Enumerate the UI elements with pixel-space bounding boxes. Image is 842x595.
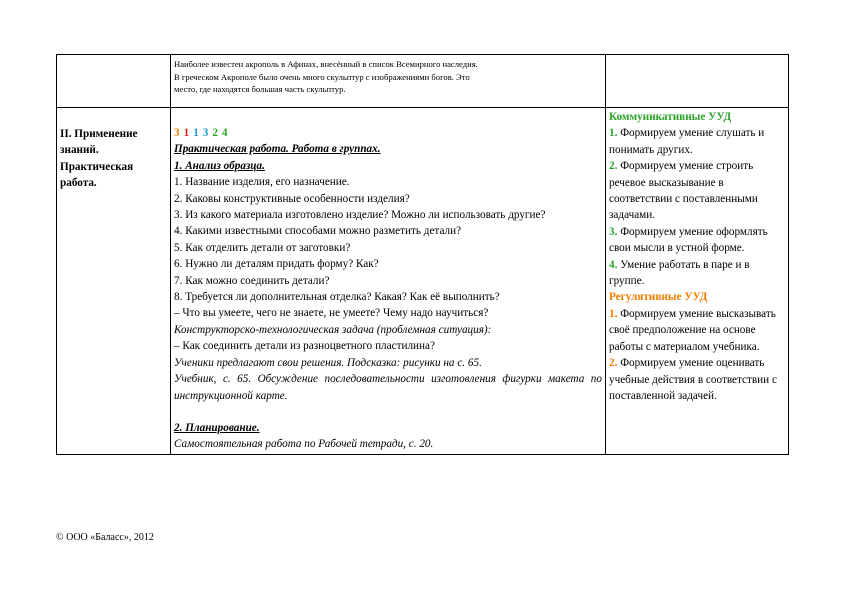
question-item: 4. Какими известными способами можно разметить детали? — [174, 225, 462, 238]
empty-cell — [606, 55, 789, 108]
uud-item — [609, 355, 785, 404]
criteria-number: 1 — [183, 127, 190, 139]
stage-line: работа. — [60, 177, 97, 190]
question-item: 7. Как можно соединить детали? — [174, 274, 330, 287]
question-item: 8. Требуется ли дополнительная отделка? Какая? Как её выполнить? — [174, 291, 500, 304]
question-item: 2. Каковы конструктивные особенности изделия? — [174, 192, 410, 205]
text-line: В греческом Акрополе было очень много скульптур с изображениями богов. Это — [174, 71, 470, 82]
stage-line: знаний. — [60, 144, 99, 157]
criteria-number: 1 — [193, 127, 199, 139]
question-item: 3. Из какого материала изготовлено изделие? Можно ли использовать другие? — [174, 209, 546, 222]
regulative-title: Регулятивные УУД — [609, 291, 708, 304]
analysis-title: 1. Анализ образца. — [174, 159, 265, 172]
question-what: – Что вы умеете, чего не знаете, не умеете? Чему надо научиться? — [174, 307, 489, 320]
uud-item — [609, 125, 785, 158]
planning-note: Самостоятельная работа по Рабочей тетради, с. 20. — [174, 438, 434, 451]
textbook-note: Учебник, с. 65. Обсуждение последовательности изготовления фигурки макета по инструкционной карте. — [174, 373, 602, 402]
item-number: 2. — [609, 160, 618, 173]
planning-title: 2. Планирование. — [174, 421, 260, 434]
task-title: Конструкторско-технологическая задача (проблемная ситуация): — [174, 323, 492, 336]
uud-item — [609, 306, 785, 355]
criteria-numbers — [174, 125, 602, 141]
question-item: 1. Название изделия, его назначение. — [174, 176, 350, 189]
item-number: 1. — [609, 127, 618, 140]
stage-line: II. Применение — [60, 128, 138, 140]
uud-item — [609, 158, 785, 224]
criteria-number: 4 — [221, 127, 228, 139]
table-row — [57, 55, 789, 108]
text-line: место, где находятся большая часть скульптур. — [174, 84, 346, 95]
uud-item — [609, 224, 785, 257]
uud-cell — [606, 108, 789, 455]
item-text: Формируем умение оценивать учебные действия в соответствии с поставленной задачей. — [609, 357, 777, 402]
lesson-table — [56, 54, 789, 455]
table-row — [57, 108, 789, 455]
empty-cell — [57, 55, 171, 108]
question-item: 5. Как отделить детали от заготовки? — [174, 241, 351, 254]
text-line: Наиболее известен акрополь в Афинах, внесённый в список Всемирного наследия. — [174, 59, 478, 69]
main-content-cell — [171, 108, 606, 455]
communicative-title: Коммуникативные УУД — [609, 111, 732, 123]
criteria-number: 3 — [174, 127, 180, 139]
item-number: 2. — [609, 357, 618, 370]
uud-item — [609, 257, 785, 290]
question-item: 6. Нужно ли деталям придать форму? Как? — [174, 258, 379, 271]
item-number: 4. — [609, 258, 618, 271]
criteria-number: 2 — [212, 127, 218, 139]
item-text: Формируем умение высказывать своё предположение на основе работы с материалом учебника. — [609, 307, 776, 353]
item-text: Формируем умение слушать и понимать других. — [609, 127, 765, 156]
item-text: Формируем умение оформлять свои мысли в устной форме. — [609, 225, 768, 255]
task-question: – Как соединить детали из разноцветного пластилина? — [174, 340, 435, 353]
item-number: 3. — [609, 225, 618, 238]
students-note: Ученики предлагают свои решения. Подсказка: рисунки на с. 65. — [174, 356, 482, 369]
stage-cell — [57, 108, 171, 455]
criteria-number: 3 — [202, 127, 209, 139]
item-number: 1. — [609, 307, 618, 320]
practical-title: Практическая работа. Работа в группах. — [174, 143, 381, 156]
copyright-footer: © ООО «Баласс», 2012 — [56, 532, 154, 543]
acropolis-text-cell — [171, 55, 606, 108]
item-text: Умение работать в паре и в группе. — [609, 258, 750, 288]
item-text: Формируем умение строить речевое высказывание в соответствии с поставленными задачами. — [609, 160, 758, 222]
stage-line: Практическая — [60, 160, 134, 173]
